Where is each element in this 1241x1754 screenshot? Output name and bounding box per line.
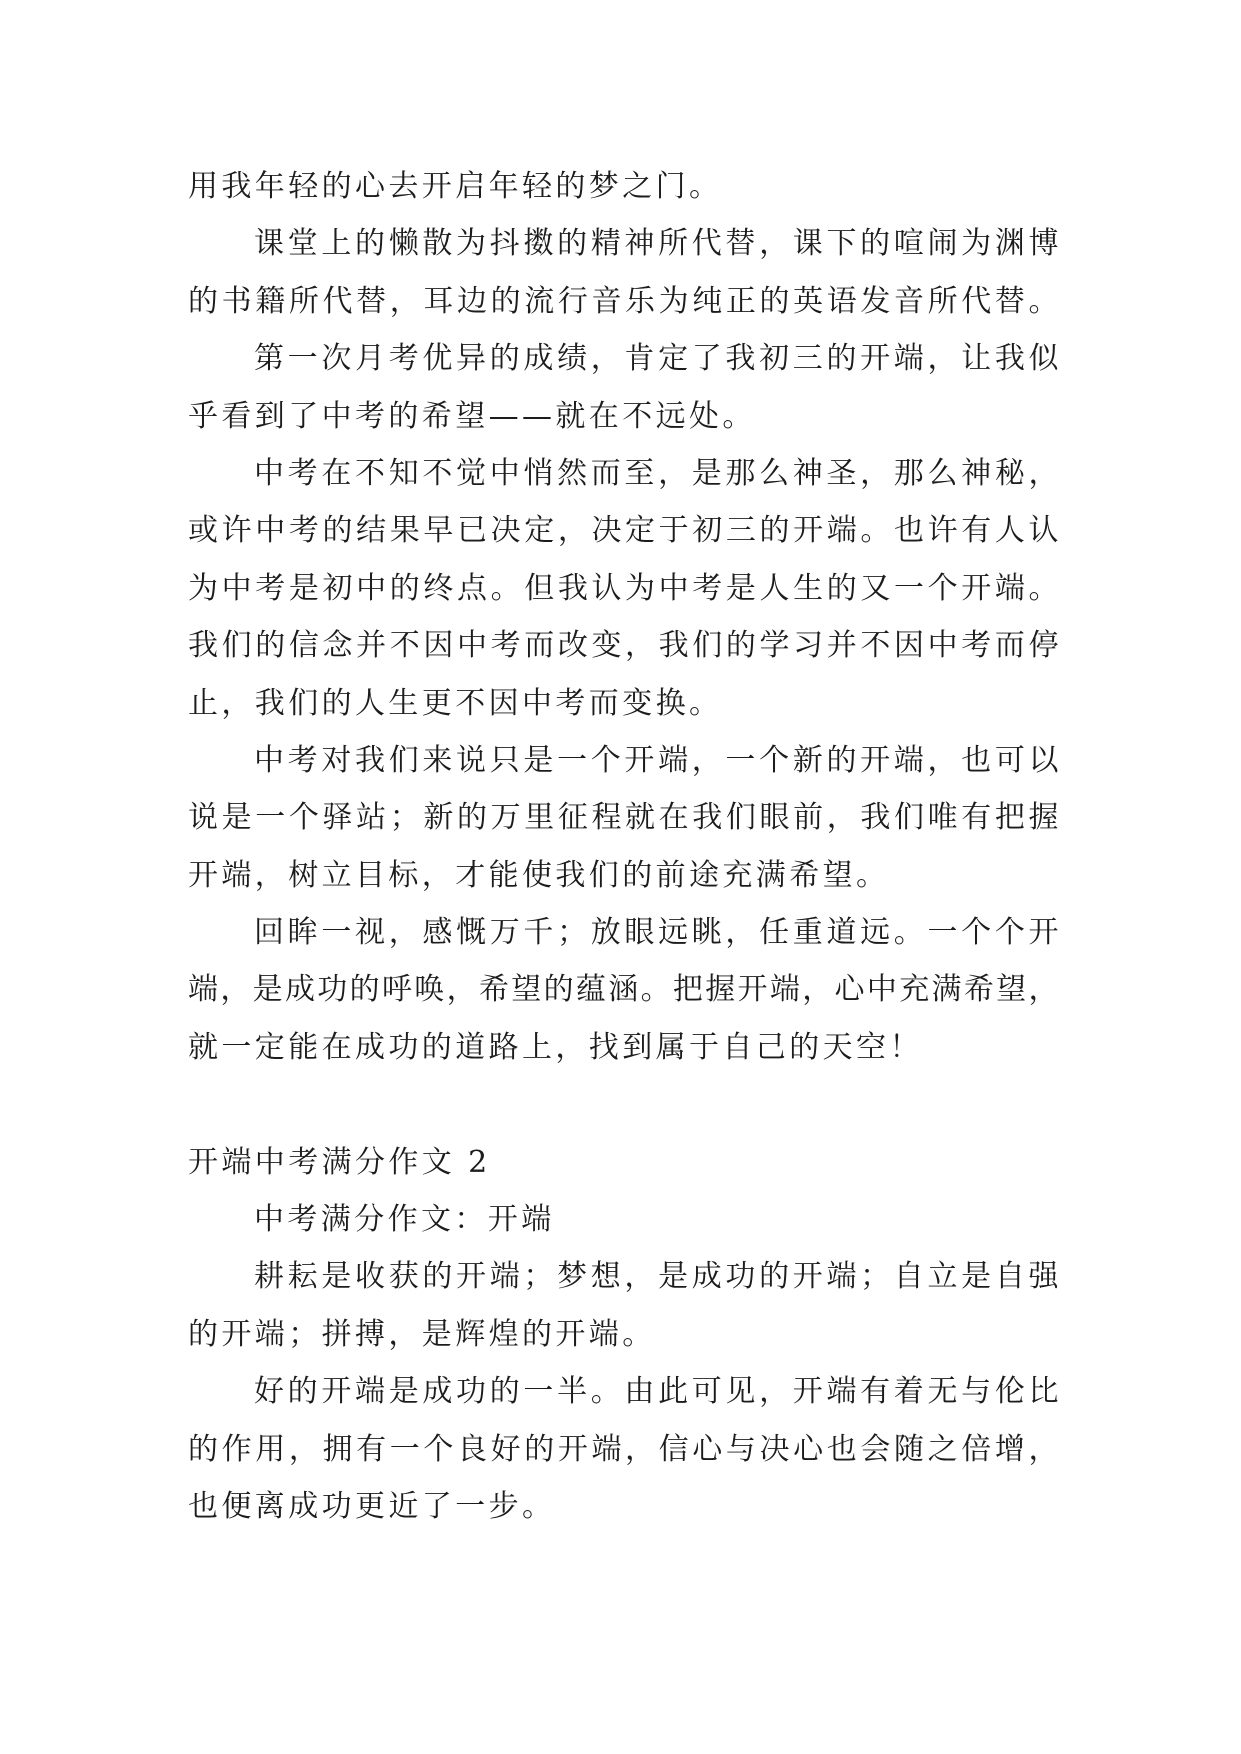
text-line: 课堂上的懒散为抖擞的精神所代替，课下的喧闹为渊博 xyxy=(254,226,1060,262)
paragraph xyxy=(188,1248,1060,1363)
text-line: 也便离成功更近了一步。 xyxy=(188,1488,556,1524)
section-title: 开端中考满分作文 2 xyxy=(188,1144,491,1180)
text-line: 开端，树立目标，才能使我们的前途充满希望。 xyxy=(188,857,890,893)
section-spacer xyxy=(188,1076,1060,1133)
text-line: 的书籍所代替，耳边的流行音乐为纯正的英语发音所代替。 xyxy=(188,283,1060,319)
text-line: 我们的信念并不因中考而改变，我们的学习并不因中考而停 xyxy=(188,628,1060,664)
paragraph xyxy=(188,158,1060,215)
text-line: 止，我们的人生更不因中考而变换。 xyxy=(188,685,723,721)
paragraph xyxy=(188,445,1060,732)
text-line: 乎看到了中考的希望——就在不远处。 xyxy=(188,398,756,434)
text-line: 中考在不知不觉中悄然而至，是那么神圣，那么神秘， xyxy=(254,455,1060,491)
text-line: 端，是成功的呼唤，希望的蕴涵。把握开端，心中充满希望， xyxy=(188,972,1060,1008)
text-line: 就一定能在成功的道路上，找到属于自己的天空！ xyxy=(188,1029,923,1065)
text-line: 的作用，拥有一个良好的开端，信心与决心也会随之倍增， xyxy=(188,1431,1060,1467)
text-line: 用我年轻的心去开启年轻的梦之门。 xyxy=(188,169,723,204)
paragraph xyxy=(188,1191,1060,1248)
text-line: 说是一个驿站；新的万里征程就在我们眼前，我们唯有把握 xyxy=(188,800,1060,836)
essay-section-2 xyxy=(188,1134,1060,1536)
document-page xyxy=(188,158,1060,1535)
paragraph xyxy=(188,215,1060,330)
text-line: 的开端；拼搏，是辉煌的开端。 xyxy=(188,1316,656,1352)
text-line: 好的开端是成功的一半。由此可见，开端有着无与伦比 xyxy=(254,1374,1060,1410)
text-line: 耕耘是收获的开端；梦想，是成功的开端；自立是自强 xyxy=(254,1259,1060,1295)
paragraph xyxy=(188,330,1060,445)
text-line: 中考对我们来说只是一个开端，一个新的开端，也可以 xyxy=(254,742,1060,778)
paragraph xyxy=(188,732,1060,904)
text-line: 或许中考的结果早已决定，决定于初三的开端。也许有人认 xyxy=(188,513,1060,549)
text-line: 为中考是初中的终点。但我认为中考是人生的又一个开端。 xyxy=(188,570,1060,606)
paragraph xyxy=(188,904,1060,1076)
essay-section-1 xyxy=(188,158,1060,1076)
text-line: 中考满分作文：开端 xyxy=(254,1202,555,1238)
paragraph xyxy=(188,1363,1060,1535)
text-line: 回眸一视，感慨万千；放眼远眺，任重道远。一个个开 xyxy=(254,915,1060,951)
text-line: 第一次月考优异的成绩，肯定了我初三的开端，让我似 xyxy=(254,341,1060,377)
